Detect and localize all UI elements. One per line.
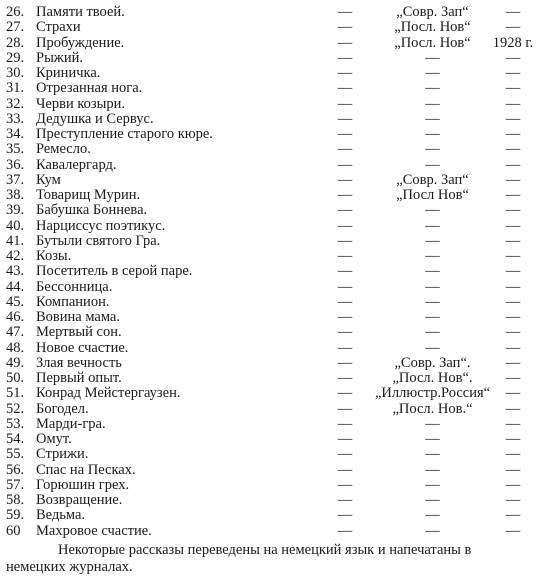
list-item <box>0 432 536 448</box>
column-1-value: — <box>337 232 353 249</box>
item-number: 35. <box>6 141 25 158</box>
column-1-value: — <box>337 171 353 188</box>
item-title: Ведьма. <box>36 507 86 524</box>
list-item <box>0 325 536 341</box>
item-number: 27. <box>6 19 25 36</box>
item-number: 42. <box>6 248 25 264</box>
column-3-value: — <box>505 49 521 66</box>
item-title: Первый опыт. <box>36 370 122 386</box>
item-number: 32. <box>6 95 25 112</box>
column-2-value: — <box>425 431 440 447</box>
column-3-value: — <box>505 141 521 158</box>
item-number: 60 <box>6 522 21 539</box>
item-number: 59. <box>6 507 25 524</box>
list-item <box>0 249 536 265</box>
item-number: 26. <box>6 4 25 20</box>
column-3-value: — <box>505 156 521 173</box>
list-item <box>0 493 536 509</box>
list-item <box>0 524 536 540</box>
item-number: 56. <box>6 461 25 478</box>
footer-text: Некоторые рассказы переведены на немецкий язык и напечатаны в немецких журналах. <box>6 542 472 575</box>
item-number: 39. <box>6 202 25 219</box>
column-1-value: — <box>337 446 353 463</box>
column-3-value: — <box>505 187 521 203</box>
column-2-value: „Посл. Нов“ <box>394 34 471 51</box>
column-2-value: — <box>425 126 440 142</box>
column-3-value: — <box>505 522 521 539</box>
column-3-value: — <box>505 400 521 417</box>
list-item <box>0 264 536 280</box>
item-number: 58. <box>6 492 25 508</box>
item-title: Новое счастие. <box>36 339 129 356</box>
column-1-value: — <box>337 263 353 280</box>
column-2-value: — <box>425 95 440 112</box>
list-item <box>0 371 536 387</box>
column-2-value: „Совр. Зап“ <box>396 171 469 188</box>
column-2-value: „Иллюстр.Россия“ <box>375 385 491 402</box>
list-item <box>0 280 536 296</box>
column-1-value: — <box>337 65 353 81</box>
column-3-value: — <box>505 126 521 142</box>
column-2-value: — <box>425 476 440 493</box>
item-title: Вовина мама. <box>36 309 120 325</box>
item-title: Злая вечность <box>36 354 122 371</box>
item-title: Ремесло. <box>36 141 91 158</box>
item-title: Кавалергард. <box>36 156 117 173</box>
column-3-value: — <box>505 110 521 127</box>
item-title: Посетитель в серой паре. <box>36 263 193 280</box>
column-3-value: — <box>505 309 521 325</box>
item-number: 45. <box>6 293 25 310</box>
column-1-value: — <box>337 187 353 203</box>
column-2-value: — <box>425 415 440 432</box>
item-number: 33. <box>6 110 25 127</box>
column-3-value: — <box>505 385 521 402</box>
item-number: 37. <box>6 171 25 188</box>
list-item <box>0 142 536 158</box>
list-item <box>0 51 536 67</box>
item-title: Омут. <box>36 431 72 447</box>
column-1-value: — <box>337 4 353 20</box>
column-2-value: — <box>425 202 440 219</box>
column-2-value: — <box>425 65 440 81</box>
list-item <box>0 20 536 36</box>
list-item <box>0 447 536 463</box>
list-item <box>0 81 536 97</box>
column-1-value: — <box>337 522 353 539</box>
item-title: Конрад Мейстергаузен. <box>36 385 181 402</box>
list-item <box>0 5 536 21</box>
column-3-value: — <box>505 65 521 81</box>
item-title: Возвращение. <box>36 492 123 508</box>
item-number: 54. <box>6 431 25 447</box>
column-2-value: — <box>425 293 440 310</box>
column-2-value: — <box>425 248 440 264</box>
item-title: Спас на Песках. <box>36 461 136 478</box>
list-item <box>0 417 536 433</box>
column-2-value: — <box>425 522 440 539</box>
column-1-value: — <box>337 431 353 447</box>
item-number: 57. <box>6 476 25 493</box>
list-item <box>0 203 536 219</box>
item-number: 28. <box>6 34 25 51</box>
column-2-value: — <box>425 278 440 295</box>
list-item <box>0 386 536 402</box>
list-item <box>0 402 536 418</box>
column-2-value: „Посл Нов“ <box>396 187 469 203</box>
column-2-value: — <box>425 232 440 249</box>
column-1-value: — <box>337 476 353 493</box>
list-item <box>0 66 536 82</box>
column-2-value: „Посл. Нов“. <box>392 370 473 386</box>
item-title: Рыжий. <box>36 49 83 66</box>
item-number: 43. <box>6 263 25 280</box>
item-number: 38. <box>6 187 25 203</box>
column-3-value: — <box>505 171 521 188</box>
item-number: 52. <box>6 400 25 417</box>
column-1-value: — <box>337 248 353 264</box>
column-3-value: — <box>505 461 521 478</box>
item-number: 51. <box>6 385 25 402</box>
column-2-value: „Совр. Зап“. <box>394 354 471 371</box>
list-item <box>0 219 536 235</box>
column-2-value: — <box>425 156 440 173</box>
item-title: Марди-гра. <box>36 415 106 432</box>
item-number: 53. <box>6 415 25 432</box>
column-1-value: — <box>337 156 353 173</box>
column-1-value: — <box>337 415 353 432</box>
column-1-value: — <box>337 507 353 524</box>
column-3-value: — <box>505 492 521 508</box>
list-item <box>0 478 536 494</box>
item-title: Дедушка и Сервус. <box>36 110 154 127</box>
column-3-value: — <box>505 370 521 386</box>
column-2-value: — <box>425 80 440 97</box>
column-3-value: — <box>505 19 521 36</box>
column-1-value: — <box>337 370 353 386</box>
list-item <box>0 36 536 52</box>
item-title: Бессонница. <box>36 278 113 295</box>
list-item <box>0 173 536 189</box>
column-2-value: — <box>425 446 440 463</box>
column-1-value: — <box>337 126 353 142</box>
column-1-value: — <box>337 49 353 66</box>
column-1-value: — <box>337 461 353 478</box>
item-number: 41. <box>6 232 25 249</box>
item-number: 55. <box>6 446 25 463</box>
column-1-value: — <box>337 19 353 36</box>
list-item <box>0 463 536 479</box>
column-3-value: — <box>505 278 521 295</box>
column-3-value: — <box>505 415 521 432</box>
item-title: Памяти твоей. <box>36 4 125 20</box>
column-2-value: „Посл. Нов“ <box>394 19 471 36</box>
column-3-value: — <box>505 431 521 447</box>
column-2-value: — <box>425 507 440 524</box>
column-1-value: — <box>337 202 353 219</box>
list-item <box>0 188 536 204</box>
item-title: Бутыли святого Гра. <box>36 232 161 249</box>
column-3-value: — <box>505 232 521 249</box>
column-1-value: — <box>337 492 353 508</box>
column-1-value: — <box>337 293 353 310</box>
item-title: Горюшин грех. <box>36 476 130 493</box>
item-title: Черви козыри. <box>36 95 126 112</box>
item-title: Мертвый сон. <box>36 324 122 341</box>
item-number: 44. <box>6 278 25 295</box>
column-2-value: — <box>425 217 440 234</box>
item-number: 46. <box>6 309 25 325</box>
list-item <box>0 508 536 524</box>
column-2-value: — <box>425 492 440 508</box>
item-title: Кум <box>36 171 61 188</box>
column-2-value: — <box>425 141 440 158</box>
item-title: Богодел. <box>36 400 89 417</box>
column-1-value: — <box>337 80 353 97</box>
column-3-value: — <box>505 95 521 112</box>
column-3-value: 1928 г. <box>492 34 534 51</box>
item-title: Пробуждение. <box>36 34 125 51</box>
list-item <box>0 158 536 174</box>
item-number: 47. <box>6 324 25 341</box>
list-item <box>0 310 536 326</box>
column-1-value: — <box>337 217 353 234</box>
column-1-value: — <box>337 400 353 417</box>
item-title: Стрижи. <box>36 446 89 463</box>
column-2-value: — <box>425 263 440 280</box>
item-title: Криничка. <box>36 65 101 81</box>
column-3-value: — <box>505 476 521 493</box>
column-1-value: — <box>337 385 353 402</box>
column-3-value: — <box>505 354 521 371</box>
column-3-value: — <box>505 446 521 463</box>
column-3-value: — <box>505 339 521 356</box>
item-number: 30. <box>6 65 25 81</box>
list-item <box>0 97 536 113</box>
list-item <box>0 356 536 372</box>
item-title: Махровое счастие. <box>36 522 152 539</box>
column-2-value: „Посл. Нов.“ <box>392 400 473 417</box>
column-2-value: — <box>425 339 440 356</box>
item-number: 29. <box>6 49 25 66</box>
column-2-value: — <box>425 110 440 127</box>
item-title: Нарциссус поэтикус. <box>36 217 166 234</box>
column-2-value: „Совр. Зап“ <box>396 4 469 20</box>
column-1-value: — <box>337 354 353 371</box>
column-3-value: — <box>505 248 521 264</box>
list-item <box>0 341 536 357</box>
column-3-value: — <box>505 80 521 97</box>
item-title: Преступление старого кюре. <box>36 126 213 142</box>
column-2-value: — <box>425 461 440 478</box>
item-number: 48. <box>6 339 25 356</box>
column-1-value: — <box>337 278 353 295</box>
column-1-value: — <box>337 141 353 158</box>
item-number: 49. <box>6 354 25 371</box>
column-1-value: — <box>337 110 353 127</box>
column-1-value: — <box>337 95 353 112</box>
column-1-value: — <box>337 339 353 356</box>
column-1-value: — <box>337 324 353 341</box>
item-title: Компанион. <box>36 293 110 310</box>
column-1-value: — <box>337 309 353 325</box>
column-2-value: — <box>425 324 440 341</box>
list-item <box>0 295 536 311</box>
column-3-value: — <box>505 4 521 20</box>
item-title: Бабушка Боннева. <box>36 202 148 219</box>
list-item <box>0 127 536 143</box>
column-3-value: — <box>505 202 521 219</box>
item-number: 50. <box>6 370 25 386</box>
column-2-value: — <box>425 309 440 325</box>
list-item <box>0 234 536 250</box>
column-3-value: — <box>505 324 521 341</box>
item-title: Страхи <box>36 19 81 36</box>
item-number: 31. <box>6 80 25 97</box>
item-title: Козы. <box>36 248 72 264</box>
column-1-value: — <box>337 34 353 51</box>
item-title: Отрезанная нога. <box>36 80 143 97</box>
column-3-value: — <box>505 507 521 524</box>
item-number: 36. <box>6 156 25 173</box>
column-3-value: — <box>505 263 521 280</box>
item-title: Товарищ Мурин. <box>36 187 141 203</box>
item-number: 40. <box>6 217 25 234</box>
item-number: 34. <box>6 126 25 142</box>
column-2-value: — <box>425 49 440 66</box>
list-item <box>0 112 536 128</box>
footer-note <box>6 542 531 576</box>
column-3-value: — <box>505 293 521 310</box>
column-3-value: — <box>505 217 521 234</box>
